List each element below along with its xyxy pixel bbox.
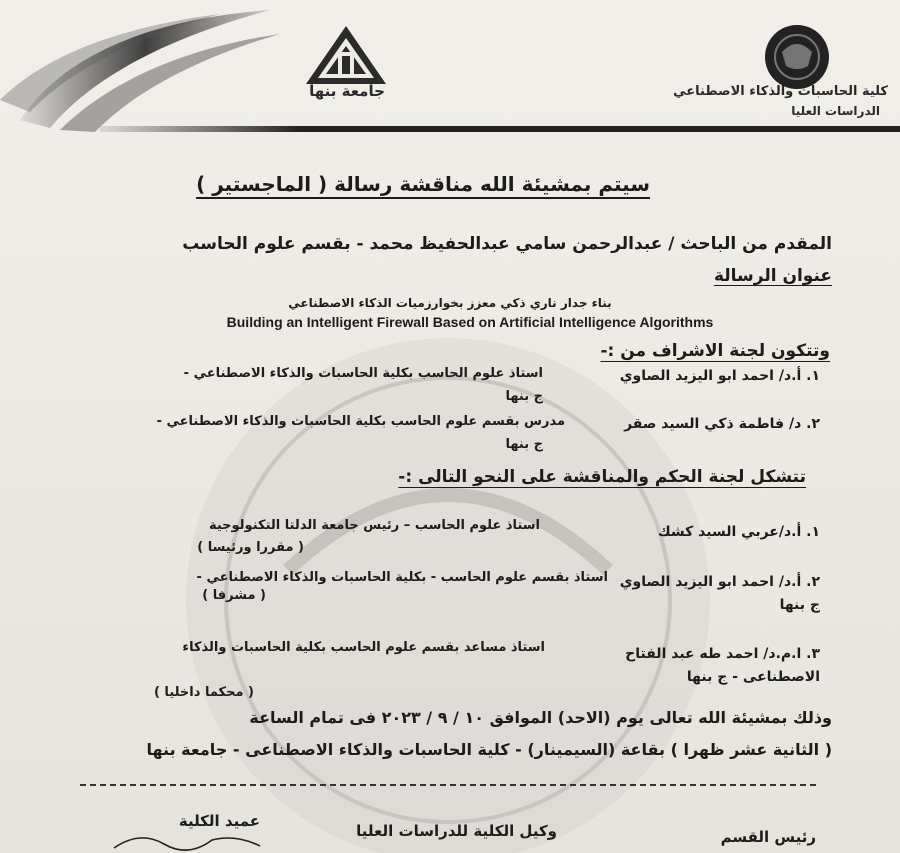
schedule-line-1: وذلك بمشيئة الله تعالى يوم (الاحد) الموافق ١٠ / ٩ / ٢٠٢٣ فى تمام الساعة	[249, 708, 832, 727]
announcement-title: سيتم بمشيئة الله مناقشة رسالة ( الماجستير )	[196, 172, 650, 196]
dashed-divider	[80, 784, 816, 786]
thesis-title-english: Building an Intelligent Firewall Based on Artificial Intelligence Algorithms	[226, 314, 714, 330]
committee-member-name-cont: ج بنها	[779, 597, 820, 613]
committee-member-name-cont: الاصطناعى - ج بنها	[686, 669, 820, 685]
supervisor-role: استاذ علوم الحاسب بكلية الحاسبات والذكاء الاصطناعي -	[183, 366, 543, 381]
committee-heading: تتشكل لجنة الحكم والمناقشة على النحو التالى :-	[398, 467, 806, 487]
supervisor-name: ١. أ.د/ احمد ابو اليزيد الصاوي	[619, 368, 820, 384]
thesis-title-arabic: بناء جدار ناري ذكي معزز بخوارزميات الذكاء الاصطناعي	[288, 296, 612, 310]
committee-member-role: استاذ مساعد بقسم علوم الحاسب بكلية الحاسبات والذكاء	[182, 640, 545, 655]
header-rule	[100, 126, 900, 132]
faculty-name: كلية الحاسبات والذكاء الاصطناعي	[673, 84, 888, 99]
supervisor-role: مدرس بقسم علوم الحاسب بكلية الحاسبات والذكاء الاصطناعي -	[156, 414, 565, 429]
signature-head-of-department: رئيس القسم	[720, 828, 816, 846]
supervision-heading: وتتكون لجنة الاشراف من :-	[600, 341, 830, 361]
committee-member-note: ( محكما داخليا )	[153, 685, 254, 700]
signature-dean: عميد الكلية	[178, 812, 260, 830]
committee-member-role: استاذ علوم الحاسب – رئيس جامعة الدلتا التكنولوجية	[208, 518, 540, 533]
signature-vice-dean: وكيل الكلية للدراسات العليا	[356, 822, 557, 840]
supervisor-role-cont: ج بنها	[505, 437, 543, 452]
supervisor-role-cont: ج بنها	[505, 389, 543, 404]
faculty-department: الدراسات العليا	[791, 104, 880, 118]
handwritten-signature	[110, 826, 280, 853]
faculty-logo	[762, 22, 832, 92]
committee-member-name: ٢. أ.د/ احمد ابو اليزيد الصاوي	[619, 574, 820, 590]
schedule-line-2: ( الثانية عشر ظهرا ) بقاعة (السيمينار) - كلية الحاسبات والذكاء الاصطناعى - جامعة بنها	[146, 740, 832, 759]
committee-member-note: ( مقررا ورئيسا )	[197, 540, 304, 555]
committee-member-name: ١. أ.د/عربي السيد كشك	[657, 524, 820, 540]
thesis-heading: عنوان الرسالة	[713, 266, 832, 286]
committee-member-name: ٣. ا.م.د/ احمد طه عبد الفتاح	[625, 646, 820, 662]
researcher-line: المقدم من الباحث / عبدالرحمن سامي عبدالحفيظ محمد - بقسم علوم الحاسب	[182, 234, 832, 254]
university-logo-text: جامعة بنها	[309, 82, 385, 100]
committee-member-note: ( مشرفا )	[202, 588, 266, 603]
committee-member-role: استاذ بقسم علوم الحاسب - بكلية الحاسبات والذكاء الاصطناعي -	[196, 570, 608, 585]
supervisor-name: ٢. د/ فاطمة ذكي السيد صقر	[624, 416, 820, 432]
header-swoosh-graphic	[0, 0, 300, 140]
